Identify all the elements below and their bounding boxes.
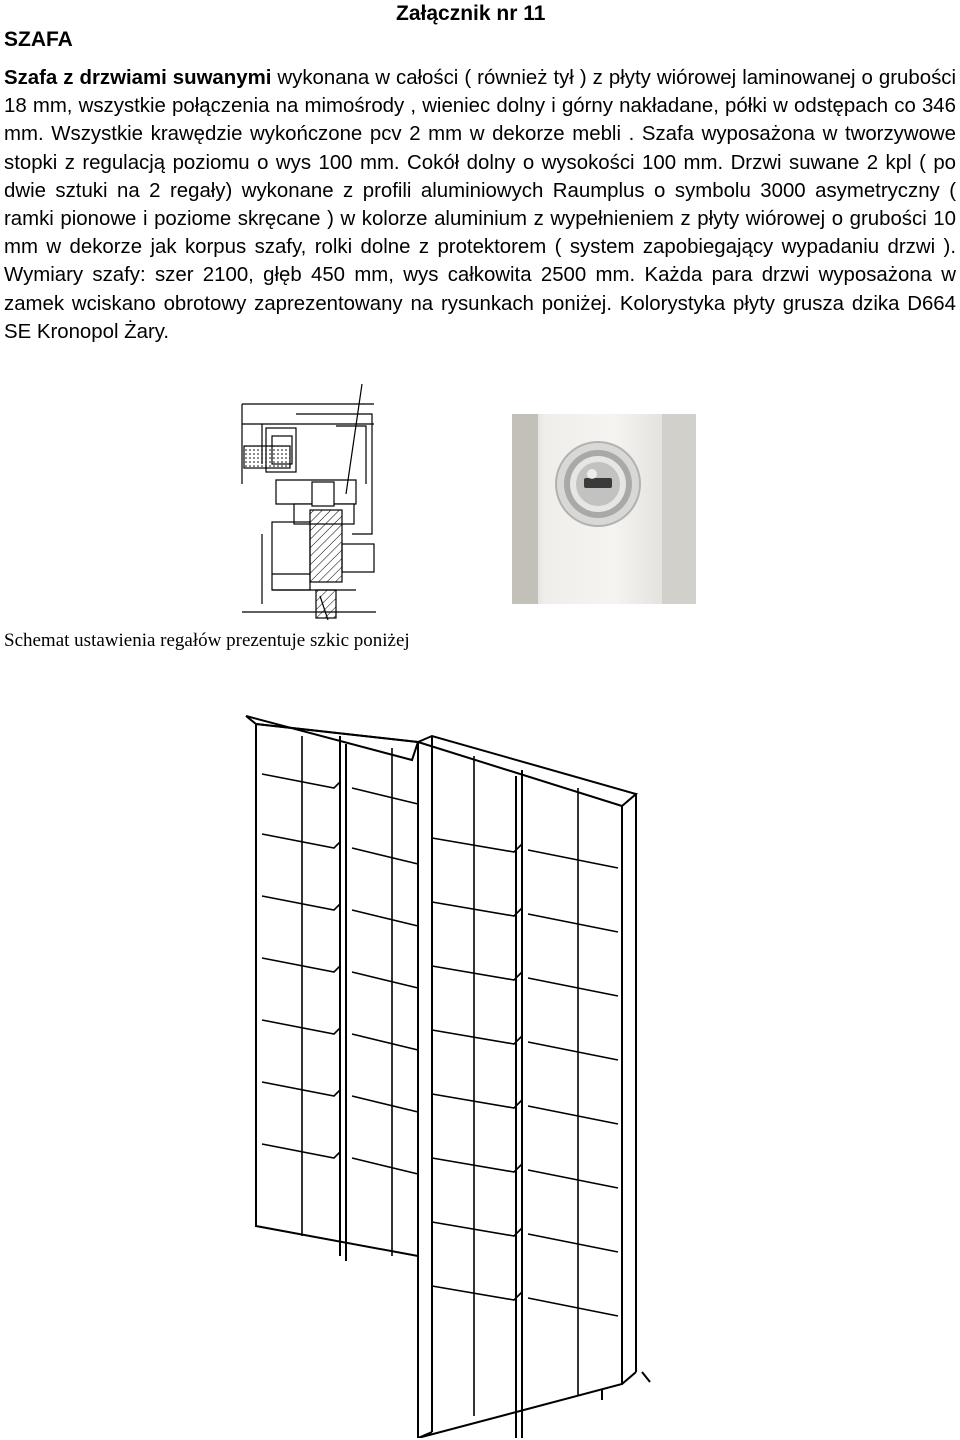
description-paragraph [4, 64, 956, 346]
profile-cross-section-drawing [236, 384, 376, 620]
description-body: wykonana w całości ( również tył ) z płyty wiórowej laminowanej o grubości 18 mm, wszystkie połączenia na mimośrody , wieniec dolny i górny nakładane, półki w odstępach co 346 mm. Wszystkie krawędzie wykończone pcv 2 mm w dekorze mebli . Szafa wyposażona w tworzywowe stopki z regulacją poziomu o wys 100 mm. Cokół dolny o wysokości 100 mm. Drzwi suwane 2 kpl ( po dwie sztuki na 2 regały) wykonane z profili aluminiowych Raumplus o symbolu 3000 asymetryczny ( ramki pionowe i poziome skręcane ) w kolorze aluminium z wypełnieniem z płyty wiórowej o grubości 10 mm w dekorze jak korpus szafy, rolki dolne z protektorem ( system zapobiegający wypadaniu drzwi ). Wymiary szafy: szer 2100, głęb 450 mm, wys całkowita 2500 mm. Każda para drzwi wyposażona w zamek wciskano obrotowy zaprezentowany na rysunkach poniżej. Kolorystyka płyty grusza dzika D664 SE Kronopol Żary. [4, 67, 956, 343]
lock-photo [512, 414, 696, 604]
document-title: SZAFA [4, 28, 73, 51]
shelving-sketch [222, 696, 682, 1438]
description-lead: Szafa z drzwiami suwanymi [4, 67, 272, 89]
lock-icon [512, 414, 696, 604]
shelf-layout-caption: Schemat ustawienia regałów prezentuje szkic poniżej [4, 630, 410, 651]
annex-label: Załącznik nr 11 [396, 2, 546, 25]
